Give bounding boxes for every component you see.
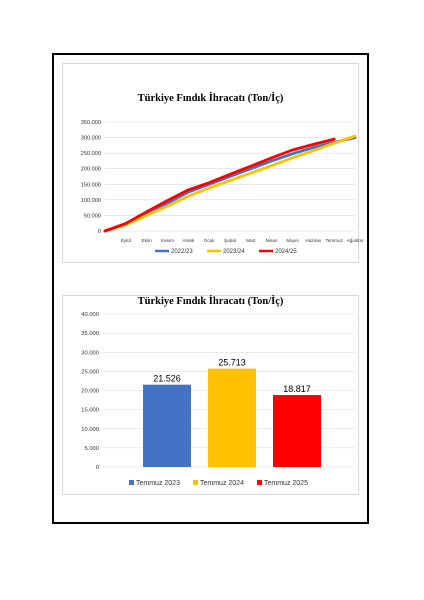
legend-label: Temmuz 2023 xyxy=(136,480,180,487)
x-tick-label: Kasım xyxy=(160,238,175,243)
x-tick-label: Nisan xyxy=(265,238,278,243)
y-tick-label: 15.000 xyxy=(81,407,99,414)
y-tick-label: 20.000 xyxy=(81,388,99,395)
series-line-2023-24 xyxy=(105,136,355,231)
y-tick-label: 0 xyxy=(95,465,99,471)
legend-swatch xyxy=(129,480,134,485)
x-tick-label: Ekim xyxy=(141,238,152,243)
data-label: 21.526 xyxy=(153,373,181,384)
x-tick-label: Ağustos xyxy=(346,238,364,243)
y-tick-label: 250.000 xyxy=(80,151,101,158)
y-tick-label: 5.000 xyxy=(84,445,99,452)
line-chart-title: Türkiye Fındık İhracatı (Ton/İç) xyxy=(137,93,284,104)
line-chart-panel xyxy=(62,63,364,263)
legend-label: 2022/23 xyxy=(171,249,193,255)
bar-chart xyxy=(63,296,358,494)
legend-label: 2024/25 xyxy=(275,249,297,255)
y-tick-label: 200.000 xyxy=(80,166,101,173)
legend-label: 2023/24 xyxy=(223,249,245,255)
data-label: 18.817 xyxy=(283,384,311,395)
y-tick-label: 35.000 xyxy=(81,331,99,338)
page-frame xyxy=(52,53,369,524)
x-tick-label: Şubat xyxy=(223,238,237,243)
bar-chart-title: Türkiye Fındık İhracatı (Ton/İç) xyxy=(137,296,284,307)
y-tick-label: 0 xyxy=(97,229,101,235)
y-tick-label: 30.000 xyxy=(81,350,99,357)
y-tick-label: 40.000 xyxy=(81,312,99,318)
y-tick-label: 150.000 xyxy=(80,182,101,189)
legend-swatch xyxy=(257,480,262,485)
y-tick-label: 10.000 xyxy=(81,426,99,433)
bar-chart-panel xyxy=(62,295,359,495)
y-tick-label: 50.000 xyxy=(83,213,101,220)
y-tick-label: 100.000 xyxy=(80,197,101,204)
bar-Temmuz-2025 xyxy=(273,395,321,467)
x-tick-label: Aralık xyxy=(182,238,195,243)
legend-label: Temmuz 2024 xyxy=(200,480,244,487)
y-tick-label: 350.000 xyxy=(80,120,101,126)
data-label: 25.713 xyxy=(218,357,246,368)
legend-label: Temmuz 2025 xyxy=(264,480,308,487)
y-tick-label: 25.000 xyxy=(81,369,99,376)
x-tick-label: Haziran xyxy=(305,238,322,243)
legend-swatch xyxy=(193,480,198,485)
x-tick-label: Ocak xyxy=(203,238,215,243)
x-tick-label: Eylül xyxy=(120,238,131,243)
x-tick-label: Temmuz xyxy=(325,238,343,243)
x-tick-label: Mayıs xyxy=(286,238,299,243)
y-tick-label: 300.000 xyxy=(80,135,101,142)
bar-Temmuz-2023 xyxy=(143,385,191,467)
x-tick-label: Mart xyxy=(246,238,256,243)
bar-Temmuz-2024 xyxy=(208,369,256,467)
line-chart xyxy=(63,64,364,262)
